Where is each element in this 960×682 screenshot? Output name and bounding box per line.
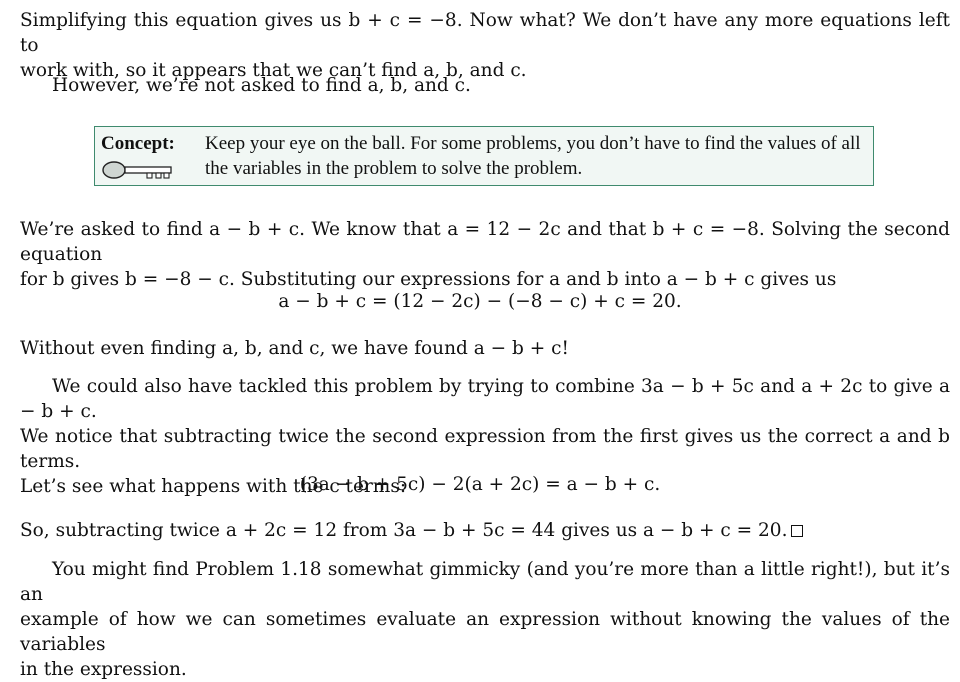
text-line: in the expression. (20, 659, 187, 680)
text-line: example of how we can sometimes evaluate an expression without knowing the values of the variables (20, 609, 950, 655)
paragraph-not-asked: However, we’re not asked to find a, b, and c. (52, 75, 471, 96)
concept-text: Keep your eye on the ball. For some problems, you don’t have to find the values of all the variables in the problem to solve the problem. (205, 133, 861, 179)
equation-substitution: a − b + c = (12 − 2c) − (−8 − c) + c = 20. (278, 291, 682, 312)
text-line: We notice that subtracting twice the second expression from the first gives us the correct a and b terms. (20, 426, 950, 472)
conclusion-text: So, subtracting twice a + 2c = 12 from 3a − b + 5c = 44 gives us a − b + c = 20. (20, 520, 788, 541)
paragraph-without-finding: Without even finding a, b, and c, we have found a − b + c! (20, 338, 569, 359)
text-line: You might find Problem 1.18 somewhat gimmicky (and you’re more than a little right!), but it’s an (20, 559, 950, 605)
paragraph-simplifying (20, 8, 950, 83)
paragraph-gimmicky (20, 557, 950, 682)
concept-box (94, 126, 874, 186)
qed-square-icon (791, 525, 803, 537)
text-line: Let’s see what happens with the c terms: (20, 476, 407, 497)
text-line: We’re asked to find a − b + c. We know that a = 12 − 2c and that b + c = −8. Solving the second equation (20, 219, 950, 265)
concept-label: Concept: (101, 133, 175, 154)
text-line: for b gives b = −8 − c. Substituting our expressions for a and b into a − b + c gives us (20, 269, 837, 290)
text-line: work with, so it appears that we can’t find a, b, and c. (20, 60, 527, 81)
equation-combination: (3a − b + 5c) − 2(a + 2c) = a − b + c. (299, 474, 661, 495)
paragraph-conclusion (20, 518, 950, 543)
text-line: Simplifying this equation gives us b + c = −8. Now what? We don’t have any more equations left to (20, 10, 950, 56)
paragraph-asked-to-find (20, 217, 950, 292)
text-line: We could also have tackled this problem by trying to combine 3a − b + 5c and a + 2c to give a − b + c. (20, 376, 950, 422)
key-icon (101, 159, 175, 181)
